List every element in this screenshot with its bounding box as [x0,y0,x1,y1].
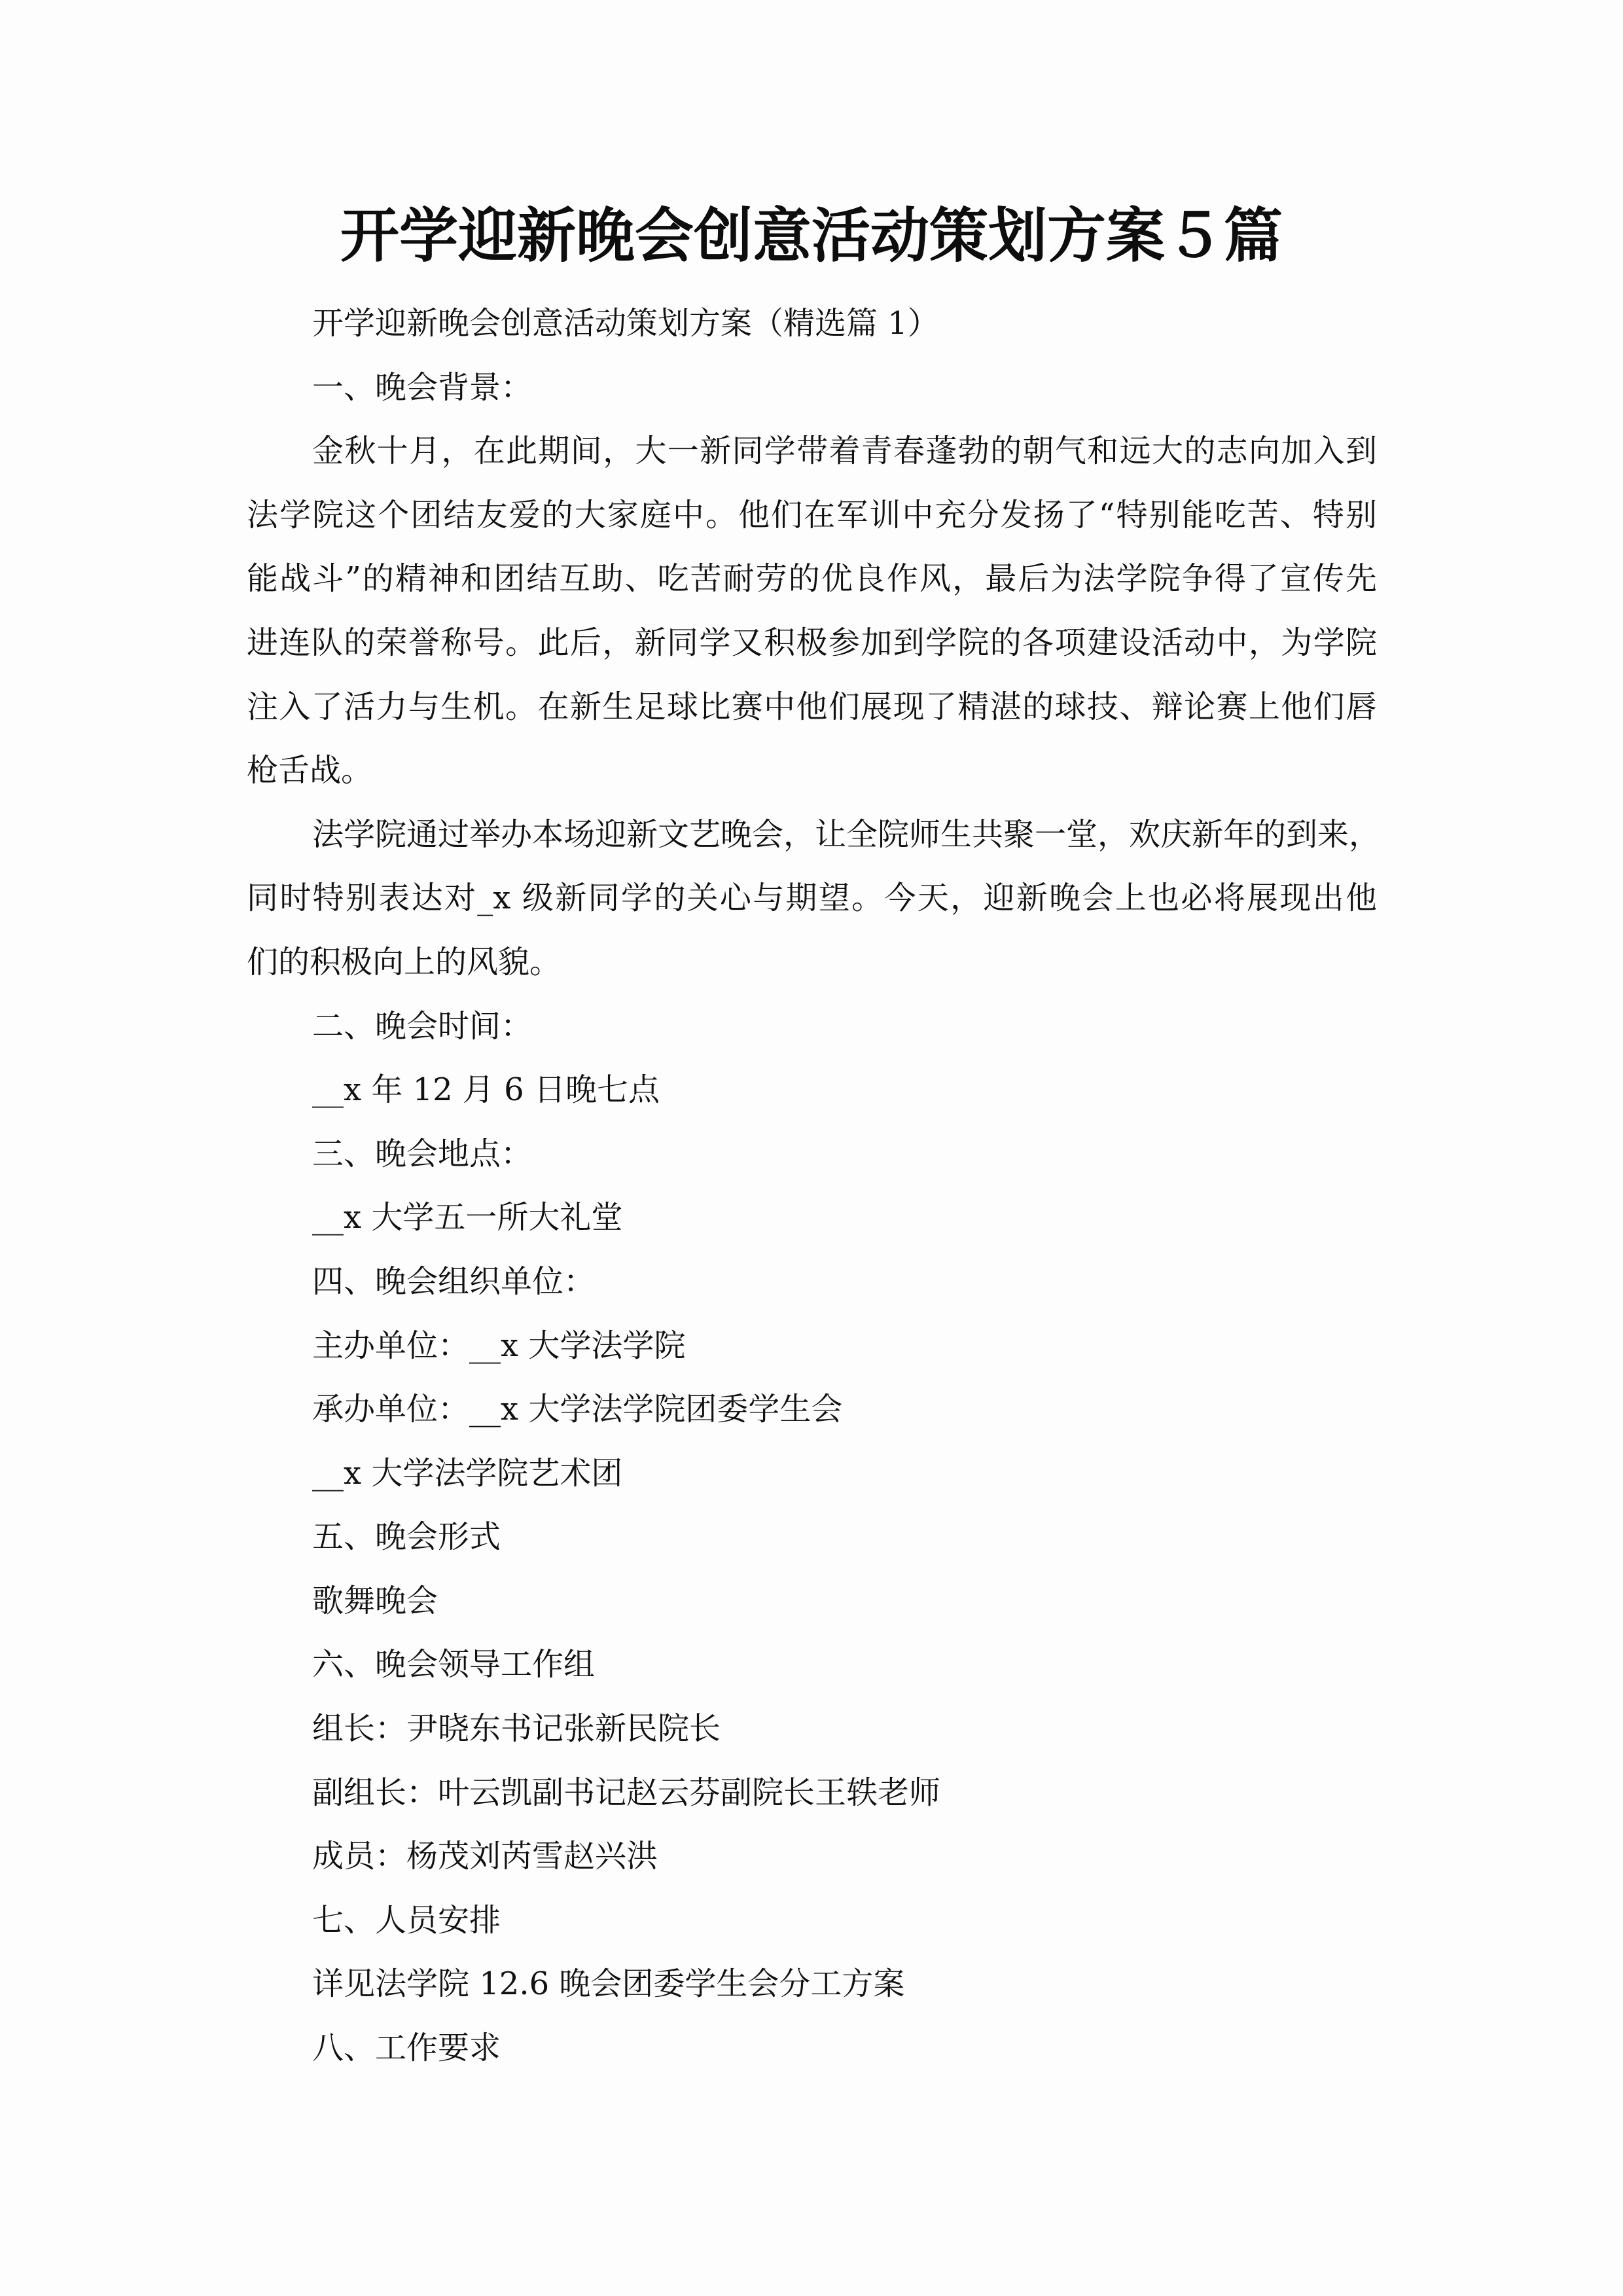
paragraph-line: 进连队的荣誉称号。此后，新同学又积极参加到学院的各项建设活动中，为学院 [247,624,1377,661]
paragraph-line: 枪舌战。 [247,752,373,789]
leadership-members: 成员：杨茂刘芮雪赵兴洪 [312,1838,658,1875]
section-heading-background: 一、晚会背景： [312,368,533,406]
subtitle: 开学迎新晚会创意活动策划方案（精选篇 1） [312,305,939,342]
format-value: 歌舞晚会 [312,1582,438,1619]
paragraph-line: 能战斗”的精神和团结互助、吃苦耐劳的优良作风，最后为法学院争得了宣传先 [247,560,1377,598]
leadership-deputy: 副组长：叶云凯副书记赵云芬副院长王轶老师 [312,1774,941,1811]
paragraph-line: 注入了活力与生机。在新生足球比赛中他们展现了精湛的球技、辩论赛上他们唇 [247,688,1377,725]
paragraph-line: 法学院这个团结友爱的大家庭中。他们在军训中充分发扬了“特别能吃苦、特别 [247,496,1377,533]
paragraph-line: 法学院通过举办本场迎新文艺晚会，让全院师生共聚一堂，欢庆新年的到来， [312,816,1381,853]
section-heading-leadership: 六、晚会领导工作组 [312,1646,596,1683]
section-heading-format: 五、晚会形式 [312,1518,501,1556]
organizer-undertaker-2: __x 大学法学院艺术团 [312,1454,623,1492]
time-value: __x 年 12 月 6 日晚七点 [312,1071,660,1109]
section-heading-requirements: 八、工作要求 [312,2030,501,2067]
staffing-value: 详见法学院 12.6 晚会团委学生会分工方案 [312,1965,905,2003]
document-title: 开学迎新晚会创意活动策划方案５篇 [340,201,1283,270]
paragraph-line: 同时特别表达对_x 级新同学的关心与期望。今天，迎新晚会上也必将展现出他 [247,880,1377,917]
organizer-host: 主办单位：__x 大学法学院 [312,1327,686,1364]
section-heading-time: 二、晚会时间： [312,1007,533,1045]
section-heading-staffing: 七、人员安排 [312,1901,501,1939]
document-body [247,292,1381,2081]
paragraph-background-1 [247,420,1377,803]
leadership-leader: 组长：尹晓东书记张新民院长 [312,1710,721,1748]
paragraph-line: 金秋十月，在此期间，大一新同学带着青春蓬勃的朝气和远大的志向加入到 [312,433,1377,470]
paragraph-background-2 [247,803,1381,995]
section-heading-organizers: 四、晚会组织单位： [312,1263,596,1300]
section-heading-venue: 三、晚会地点： [312,1135,533,1172]
organizer-undertaker: 承办单位：__x 大学法学院团委学生会 [312,1391,843,1428]
paragraph-line: 们的积极向上的风貌。 [247,943,562,980]
venue-value: __x 大学五一所大礼堂 [312,1199,623,1236]
